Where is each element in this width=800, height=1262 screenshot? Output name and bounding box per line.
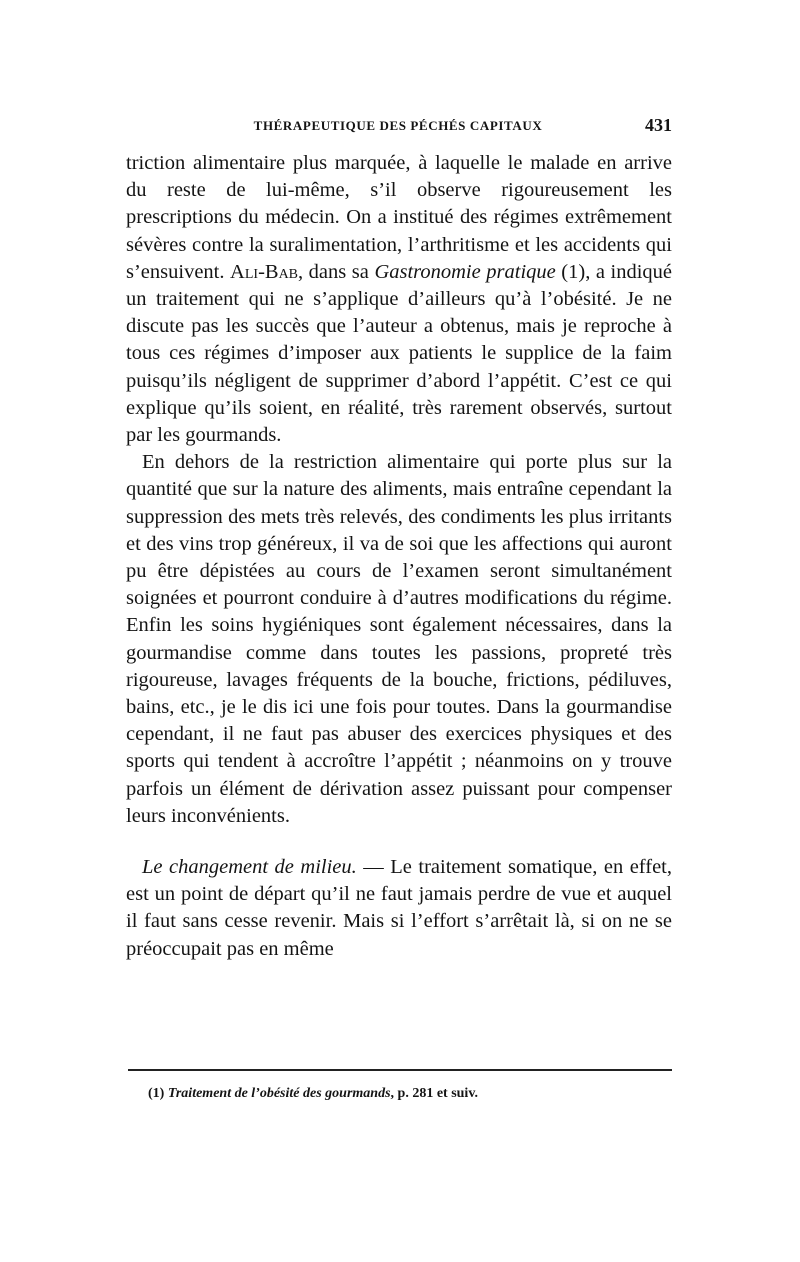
footnote bbox=[148, 1086, 672, 1102]
running-head bbox=[124, 115, 672, 140]
footnote-marker: (1) bbox=[148, 1086, 168, 1101]
paragraph-3 bbox=[126, 854, 672, 963]
section-heading: Le changement de milieu. bbox=[142, 856, 357, 879]
paragraph-1-text-a: triction alimentaire plus marquée, à laquelle le malade en arrive du reste de lui-même, s’il observe rigoureusement les prescriptions du médecin. On a institué des régimes extrêmement sévères contre la suralimentation, l’arthritisme et les accidents qui s’ensuivent. bbox=[126, 152, 672, 283]
footnote-title: Traitement de l’obésité des gourmands bbox=[167, 1086, 391, 1101]
footnote-rest: , p. 281 et suiv. bbox=[390, 1086, 479, 1101]
work-title: Gastronomie pratique bbox=[374, 260, 556, 283]
footnote-rule bbox=[128, 1069, 672, 1071]
running-title: THÉRAPEUTIQUE DES PÉCHÉS CAPITAUX bbox=[253, 118, 543, 133]
page-number: 431 bbox=[645, 115, 672, 135]
paragraph-1-text-c: (1), a indiqué un traitement qui ne s’applique d’ailleurs qu’à l’obésité. Je ne discute pas les succès que l’auteur a obtenus, mais je reproche à tous ces régimes d’imposer aux patients le supplice de la faim puisqu’ils négligent de supprimer d’abord l’appétit. C’est ce qui explique qu’ils soient, en réalité, très rarement observés, surtout par les gourmands. bbox=[126, 260, 673, 447]
paragraph-2: En dehors de la restriction alimentaire qui porte plus sur la quantité que sur la nature des aliments, mais entraîne cependant la suppression des mets très relevés, des condiments les plus irritants et des vins trop généreux, il va de soi que les affections qui auront pu être dépistées au cours de l’examen seront simultanément soignées et pourront conduire à d’autres modifications du régime. Enfin les soins hygiéniques sont également nécessaires, dans la gourmandise comme dans toutes les passions, propreté très rigoureuse, lavages fréquents de la bouche, frictions, pédiluves, bains, etc., je le dis ici une fois pour toutes. Dans la gourmandise cependant, il ne faut pas abuser des exercices physiques et des sports qui tendent à accroître l’appétit ; néanmoins on y trouve parfois un élément de dérivation assez puissant pour compenser leurs inconvénients. bbox=[126, 451, 672, 827]
paragraph-1-text-b: , dans sa bbox=[298, 260, 375, 283]
paragraph-3-text: — Le traitement somatique, en effet, est un point de départ qu’il ne faut jamais perdre de vue et auquel il faut sans cesse revenir. Mais si l’effort s’arrêtait là, si on ne se préoccupait pas en même bbox=[126, 856, 673, 960]
body-text bbox=[126, 150, 672, 963]
author-name: Ali-Bab bbox=[230, 260, 299, 283]
paragraph-1 bbox=[126, 150, 672, 449]
